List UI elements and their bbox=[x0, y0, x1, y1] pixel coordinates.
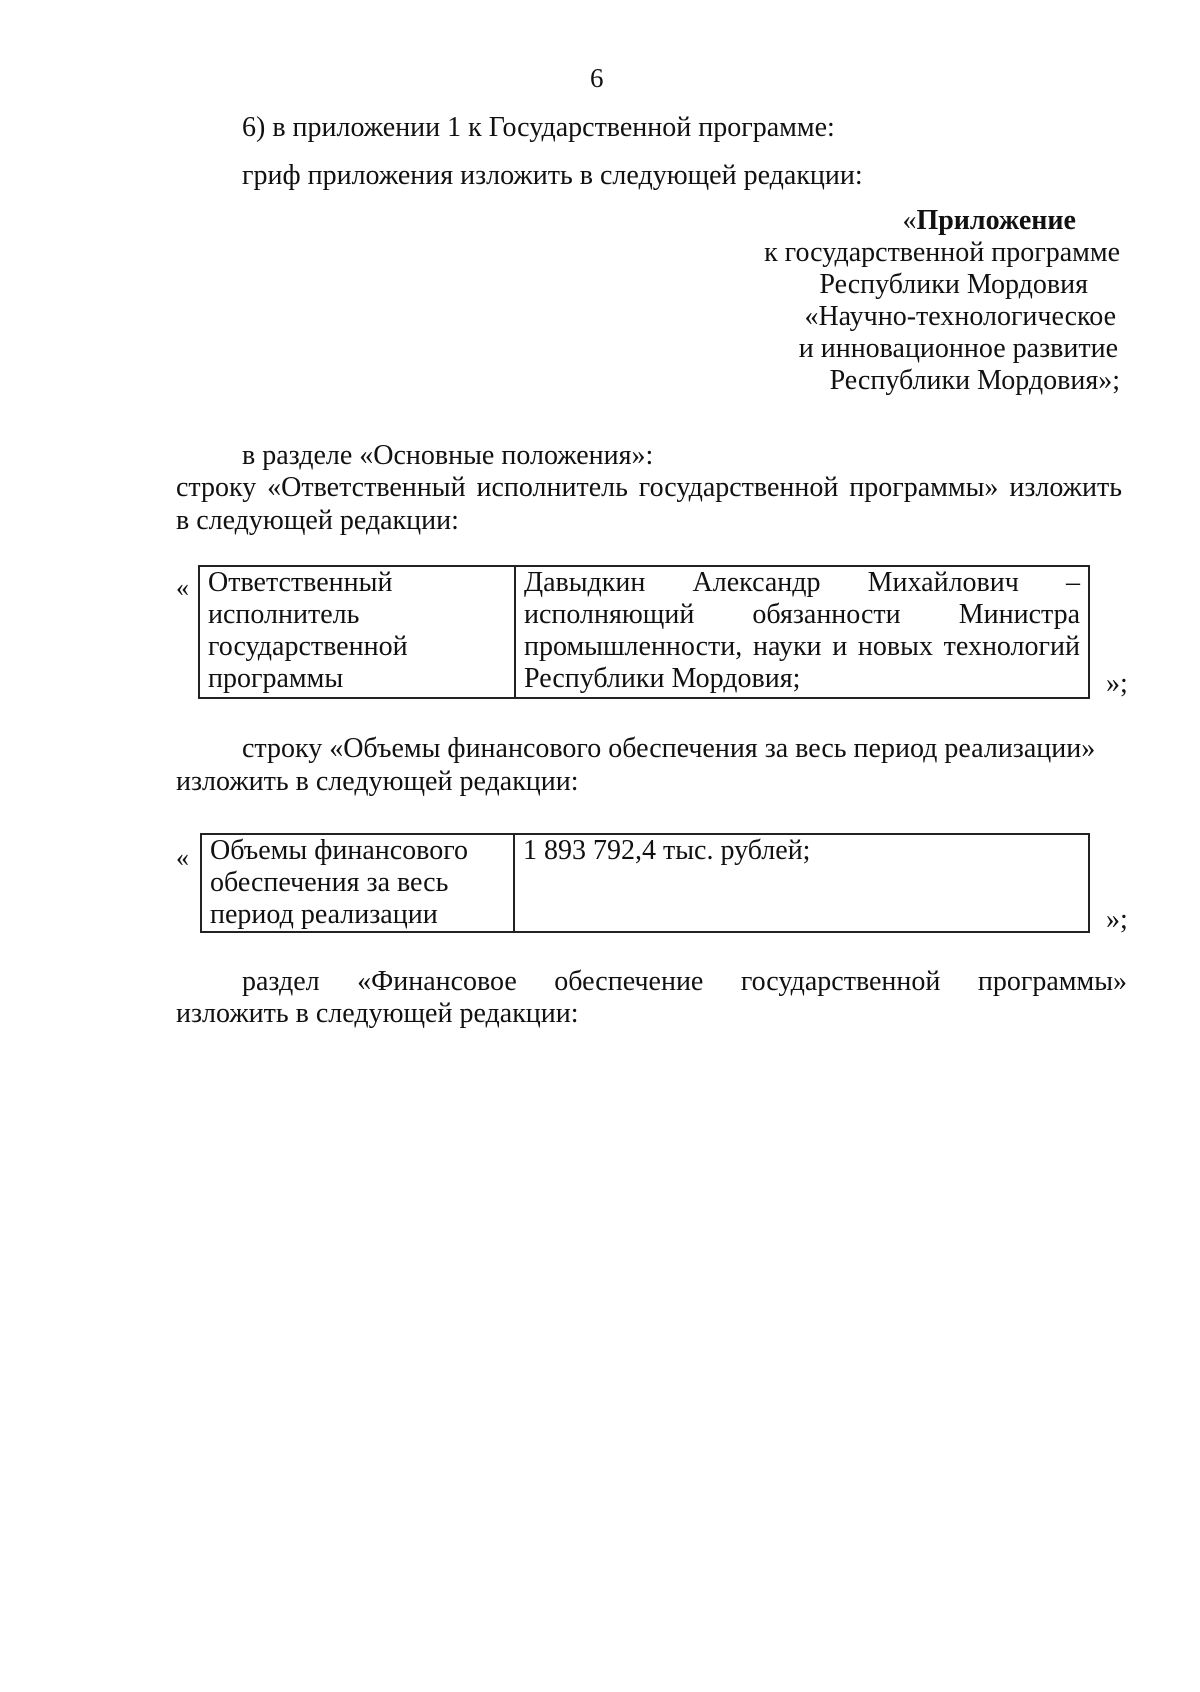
cell-line: обеспечения за весь bbox=[210, 867, 449, 898]
section-basic-line: строку «Ответственный исполнитель государственной программы» изложить bbox=[176, 472, 1122, 503]
cell-line: Ответственный bbox=[208, 567, 393, 598]
grif-title-line bbox=[660, 205, 1120, 237]
cell-line: промышленности, науки и новых технологий bbox=[524, 631, 1080, 662]
grif-line: Республики Мордовия»; bbox=[829, 365, 1120, 396]
cell-line: Республики Мордовия; bbox=[524, 663, 801, 694]
grif-line: «Научно-технологическое bbox=[804, 301, 1116, 332]
cell-line: программы bbox=[208, 663, 344, 694]
item-header: 6) в приложении 1 к Государственной программе: bbox=[242, 112, 835, 143]
cell-line: период реализации bbox=[210, 899, 438, 930]
cell-line: Объемы финансового bbox=[210, 835, 468, 866]
section-basic-line: в следующей редакции: bbox=[176, 505, 459, 536]
section-finance-volume-line: изложить в следующей редакции: bbox=[176, 766, 579, 797]
table-row bbox=[201, 834, 1089, 932]
table-row bbox=[199, 566, 1089, 698]
table-cell-label bbox=[199, 566, 515, 698]
page-number: 6 bbox=[590, 63, 604, 93]
cell-line: 1 893 792,4 тыс. рублей; bbox=[523, 835, 811, 866]
section-basic-intro: в разделе «Основные положения»: bbox=[242, 440, 654, 471]
finance-volume-table bbox=[200, 833, 1090, 933]
appendix-grif bbox=[660, 205, 1120, 397]
responsible-executor-table bbox=[198, 565, 1090, 699]
table-cell-value bbox=[515, 566, 1089, 698]
table1-open-quote: « bbox=[176, 573, 189, 602]
table1-close-quote: »; bbox=[1106, 668, 1128, 699]
table2-close-quote: »; bbox=[1106, 904, 1128, 935]
cell-line: Давыдкин Александр Михайлович – bbox=[524, 567, 1080, 598]
table-cell-label bbox=[201, 834, 514, 932]
grif-open-quote: « bbox=[902, 205, 917, 236]
grif-line: к государственной программе bbox=[764, 237, 1120, 268]
cell-line: исполняющий обязанности Министра bbox=[524, 599, 1080, 630]
section-finance-text: раздел «Финансовое обеспечение государственной программы» bbox=[242, 966, 1127, 997]
grif-line: Республики Мордовия bbox=[819, 269, 1088, 300]
cell-line: исполнитель bbox=[208, 599, 360, 630]
grif-line: и инновационное развитие bbox=[798, 333, 1118, 364]
section-finance-line: изложить в следующей редакции: bbox=[176, 998, 579, 1029]
section-finance-volume-line: строку «Объемы финансового обеспечения за весь период реализации» bbox=[242, 733, 1096, 764]
grif-title: Приложение bbox=[916, 205, 1076, 236]
table-cell-value bbox=[514, 834, 1089, 932]
table2-open-quote: « bbox=[176, 843, 189, 872]
section-finance-line bbox=[242, 966, 1127, 998]
cell-line: государственной bbox=[208, 631, 408, 662]
grif-instruction: гриф приложения изложить в следующей редакции: bbox=[242, 160, 863, 191]
